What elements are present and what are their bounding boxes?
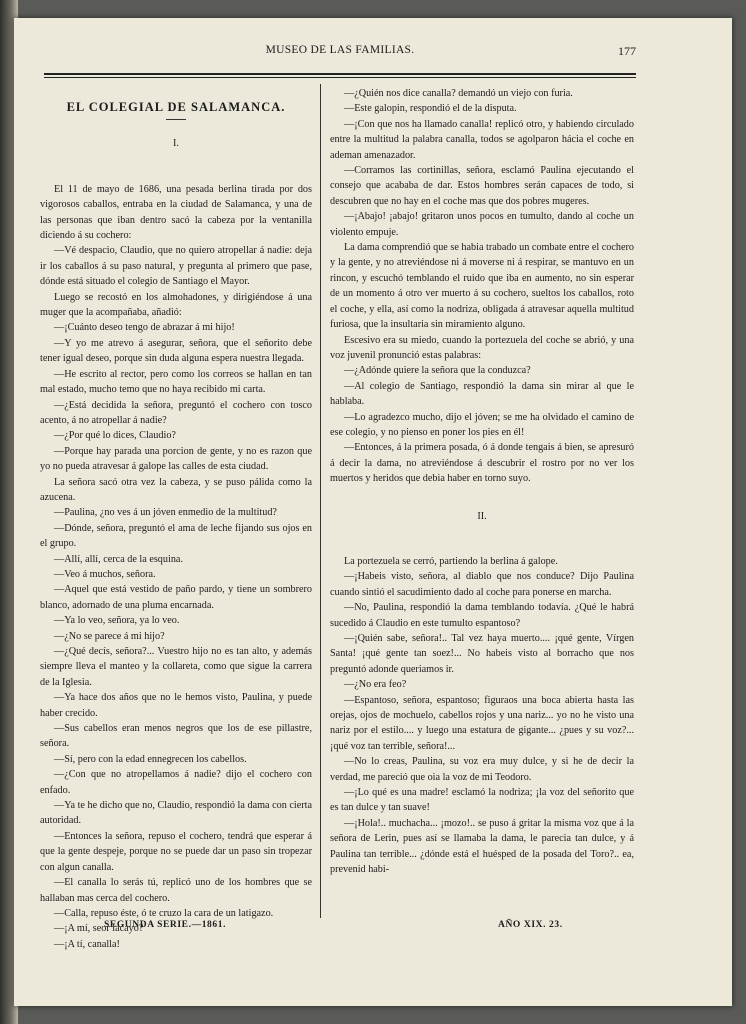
paragraph: —¿Qué decís, señora?... Vuestro hijo no es tan alto, y además siempre lleva el manteo y la collareta, como que sigue la carrera de la Iglesia. <box>40 646 312 688</box>
paragraph: —Sí, pero con la edad ennegrecen los cabellos. <box>54 753 247 765</box>
paragraph: —Calla, repuso éste, ó te cruzo la cara de un latigazo. <box>54 907 274 919</box>
paragraph: —Al colegio de Santiago, respondió la dama sin mirar al que le hablaba. <box>330 380 634 408</box>
page-number: 177 <box>618 44 636 58</box>
paragraph: Escesivo era su miedo, cuando la portezuela del coche se abrió, y una voz juvenil pronunció estas palabras: <box>330 334 634 361</box>
right-column-body-part1 <box>330 86 634 487</box>
paragraph: —Vé despacio, Claudio, que no quiero atropellar á nadie: deja ir los caballos á su paso natural, y pregunta al primero que pase, dónde está situado el colegio de Santiago el Mayor. <box>40 245 312 288</box>
paragraph: —¡Habeis visto, señora, al diablo que nos conduce? Dijo Paulina cuando sintió el sacudimiento dado al coche para ponerse en marcha. <box>330 571 634 598</box>
paragraph: —No lo creas, Paulina, su voz era muy dulce, y si he de decir la verdad, me pareció que oia la voz de mi Teodoro. <box>330 756 634 783</box>
page-header <box>44 44 636 62</box>
paragraph: —Allí, allí, cerca de la esquina. <box>54 553 183 565</box>
paragraph: El 11 de mayo de 1686, una pesada berlina tirada por dos vigorosos caballos, entraba en la ciudad de Salamanca, y una de las personas que iban dentro sacó la cabeza por la ventanilla diciendo á su cochero: <box>40 183 312 242</box>
paragraph: La portezuela se cerró, partiendo la berlina á galope. <box>344 555 558 567</box>
paragraph: —¡Hola!.. muchacha... ¡mozo!.. se puso á gritar la misma voz que á la señora de Lerin, pues así se llamaba la dama, le parecia tan dulce, y á Paulina tan terrible... ¿dónde está el huésped de la posada del Toro?.. ea, prevenid habi- <box>330 817 634 876</box>
paragraph: —¿Está decidida la señora, preguntó el cochero con tosco acento, á no atropellar á nadie? <box>40 399 312 426</box>
article-title: EL COLEGIAL DE SALAMANCA. <box>66 100 286 114</box>
paragraph: —¿Con que no atropellamos á nadie? dijo el cochero con enfado. <box>40 769 312 796</box>
paragraph: —Entonces, á la primera posada, ó á donde tengais á bien, se apresuró á decir la dama, no atreviéndose á descubrir el rostro por no ver los muertos y heridos que debia haber en torno suyo. <box>330 442 634 485</box>
paragraph: —Paulina, ¿no ves á un jóven enmedio de la multitud? <box>54 507 277 519</box>
footer-year: AÑO XIX. 23. <box>498 920 563 930</box>
left-column-body <box>40 182 312 952</box>
paragraph: —Ya te he dicho que no, Claudio, respondió la dama con cierta autoridad. <box>40 800 312 827</box>
paragraph: —Aquel que está vestido de paño pardo, y tiene un sombrero blanco, adornado de una pluma encarnada. <box>40 584 312 611</box>
section-heading-2: II. <box>477 510 487 522</box>
paragraph: —¡A mí, seor lacayo? <box>54 923 144 935</box>
paragraph: —Entonces la señora, repuso el cochero, tendrá que esperar á que la gente despeje, porque no se puede dar un paso sin tropezar con algun canalla. <box>40 830 312 873</box>
footer-series: SEGUNDA SERIE.—1861. <box>104 920 227 930</box>
paragraph: —¿No era feo? <box>344 679 407 691</box>
section-heading-1: I. <box>173 138 179 150</box>
left-column <box>40 100 312 952</box>
paragraph: —Porque hay parada una porcion de gente, y no es razon que yo no pueda atravesar á galope las calles de esta ciudad. <box>40 445 312 473</box>
paragraph: —Este galopin, respondió el de la disputa. <box>344 103 517 115</box>
paragraph: —¡Quién sabe, señora!.. Tal vez haya muerto.... ¡qué gente, Vírgen Santa! ¡qué gente tan soez!... No habeis visto al borracho que nos preguntó adonde queriamos ir. <box>330 633 634 675</box>
paragraph: —Corramos las cortinillas, señora, esclamó Paulina ejecutando el consejo que acababa de dar. Estos hombres serán capaces de todo, si descubren que no hay en el coche mas que dos pobres mugeres. <box>330 165 634 207</box>
paragraph: Luego se recostó en los almohadones, y dirigiéndose á una muger que la acompañaba, añadió: <box>40 291 312 319</box>
header-rule-thin <box>44 77 636 78</box>
right-column-body-part2 <box>330 554 634 878</box>
column-divider <box>320 84 321 918</box>
paragraph: —¡Lo qué es una madre! esclamó la nodriza; ¡la voz del señorito que es tan dulce y tan suave! <box>330 787 634 814</box>
paragraph: —Ya hace dos años que no le hemos visto, Paulina, y puede haber crecido. <box>40 692 312 719</box>
paragraph: —Dónde, señora, preguntó el ama de leche fijando sus ojos en el grupo. <box>40 522 312 550</box>
paragraph: La dama comprendió que se habia trabado un combate entre el cochero y la gente, y no atreviéndose ni á moverse ni á respirar, se mantuvo en un rincon, y escuchó temblando el ruido que iba en aumento, no sin esperar de un momento á otro ver muerto á su cochero, sueltos los caballos, roto el coche, y ella, así como la nodriza, obligada á atravesar aquella multitud furiosa, que la insultaria sin miramiento alguno. <box>330 242 634 331</box>
paragraph: La señora sacó otra vez la cabeza, y se puso pálida como la azucena. <box>40 476 312 503</box>
paragraph: —No, Paulina, respondió la dama temblando todavía. ¿Qué le habrá sucedido á Claudio en este tumulto espantoso? <box>330 602 634 629</box>
paragraph: —Lo agradezco mucho, dijo el jóven; se me ha olvidado el camino de ese colegio, y no pienso en poner los pies en él! <box>330 411 634 438</box>
paragraph: —¡Con que nos ha llamado canalla! replicó otro, y habiendo circulado entre la multitud la palabra canalla, todos se agolparon hácia el coche en ademan amenazador. <box>330 118 634 161</box>
paragraph: —Sus cabellos eran menos negros que los de ese pillastre, señora. <box>40 723 312 750</box>
paragraph: —¡A tí, canalla! <box>54 938 120 950</box>
paragraph: —¿Adónde quiere la señora que la conduzca? <box>344 365 531 377</box>
title-underline <box>166 119 186 120</box>
running-title: MUSEO DE LAS FAMILIAS. <box>265 44 415 56</box>
paragraph: —¿No se parece á mi hijo? <box>54 630 165 642</box>
paragraph: —Y yo me atrevo á asegurar, señora, que el señorito debe tener igual deseo, porque sin duda alguna espera nuestra llegada. <box>40 337 312 365</box>
right-column <box>330 86 634 878</box>
paragraph: —¡Cuánto deseo tengo de abrazar á mi hijo! <box>54 322 235 334</box>
paragraph: —Espantoso, señora, espantoso; figuraos una boca abierta hasta las orejas, ojos de mochuelo, cabellos rojos y una nariz... yo no he visto una nariz por el estilo.... y luego una estatura de gigante... ¿pues y su voz?... ¡qué voz tan terrible, señora!... <box>330 694 634 752</box>
paragraph: —¿Por qué lo dices, Claudio? <box>54 430 176 442</box>
paragraph: —¿Quién nos dice canalla? demandó un viejo con furia. <box>344 88 573 99</box>
paragraph: —Ya lo veo, señora, ya lo veo. <box>54 615 180 627</box>
header-rule-thick <box>44 73 636 75</box>
paragraph: —¡Abajo! ¡abajo! gritaron unos pocos en tumulto, dando al coche un violento empuje. <box>330 211 634 238</box>
paragraph: —Veo á muchos, señora. <box>54 568 156 580</box>
paragraph: —El canalla lo serás tú, replicó uno de los hombres que se hallaban mas cerca del cochero. <box>40 877 312 904</box>
paragraph: —He escrito al rector, pero como los correos se hallan en tan mal estado, mucho temo que no haya recibido mi carta. <box>40 368 312 396</box>
